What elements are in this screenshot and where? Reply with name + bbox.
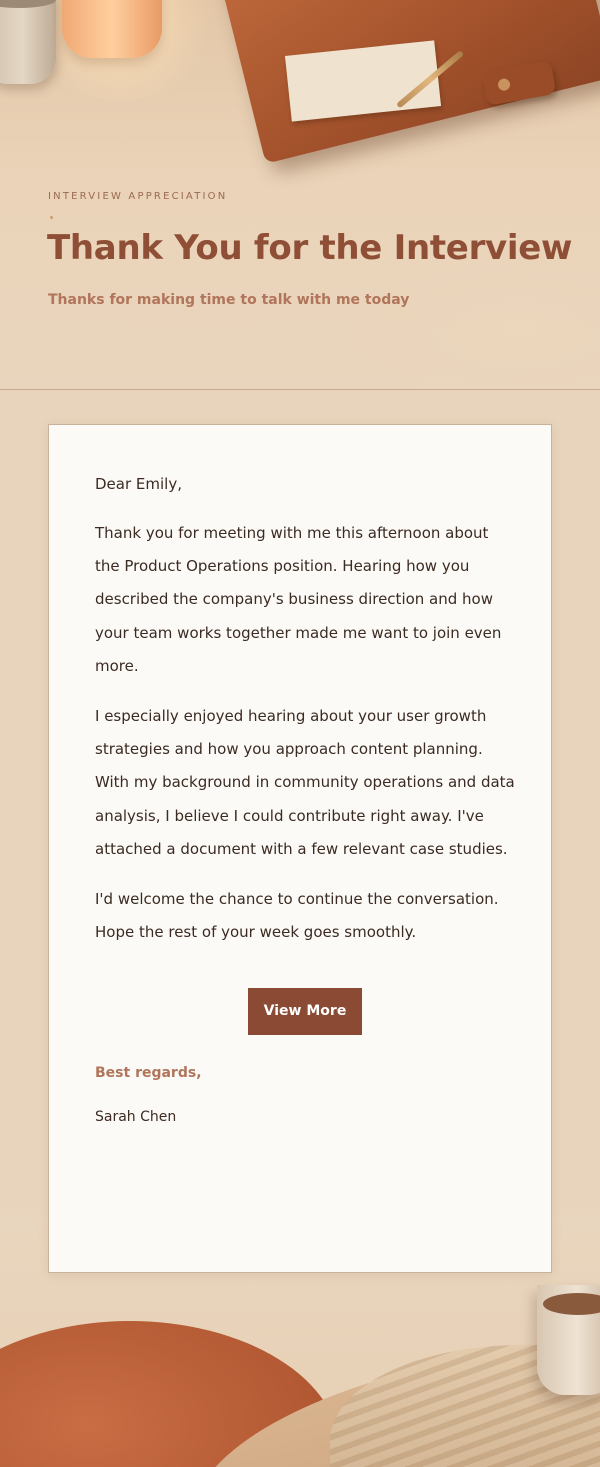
salutation: Dear Emily, <box>95 475 182 493</box>
view-more-button[interactable]: View More <box>248 988 362 1035</box>
signature: Sarah Chen <box>95 1109 177 1126</box>
eyebrow-label: INTERVIEW APPRECIATION <box>48 191 228 202</box>
cup-image <box>0 0 56 84</box>
letter-paragraph: Thank you for meeting with me this afternoon about the Product Operations position. Hearing how you described the company's business direction and how your team works together made me want to join even more. <box>95 524 502 675</box>
tea-cup-image <box>537 1285 600 1395</box>
letter-body <box>95 471 515 1125</box>
letter-paragraph: I'd welcome the chance to continue the conversation. Hope the rest of your week goes smoothly. <box>95 890 499 942</box>
letter-card <box>48 424 552 1273</box>
page-subtitle: Thanks for making time to talk with me today <box>48 292 410 308</box>
button-row <box>95 988 515 1035</box>
header-banner <box>0 0 600 390</box>
letter-paragraph: I especially enjoyed hearing about your user growth strategies and how you approach content planning. With my background in community operations and data analysis, I believe I could contribute right away. I've attached a document with a few relevant case studies. <box>95 707 515 858</box>
candle-image <box>62 0 162 58</box>
page-title: Thank You for the Interview <box>47 228 573 268</box>
sparkle-icon <box>50 216 53 219</box>
closing: Best regards, <box>95 1065 202 1082</box>
